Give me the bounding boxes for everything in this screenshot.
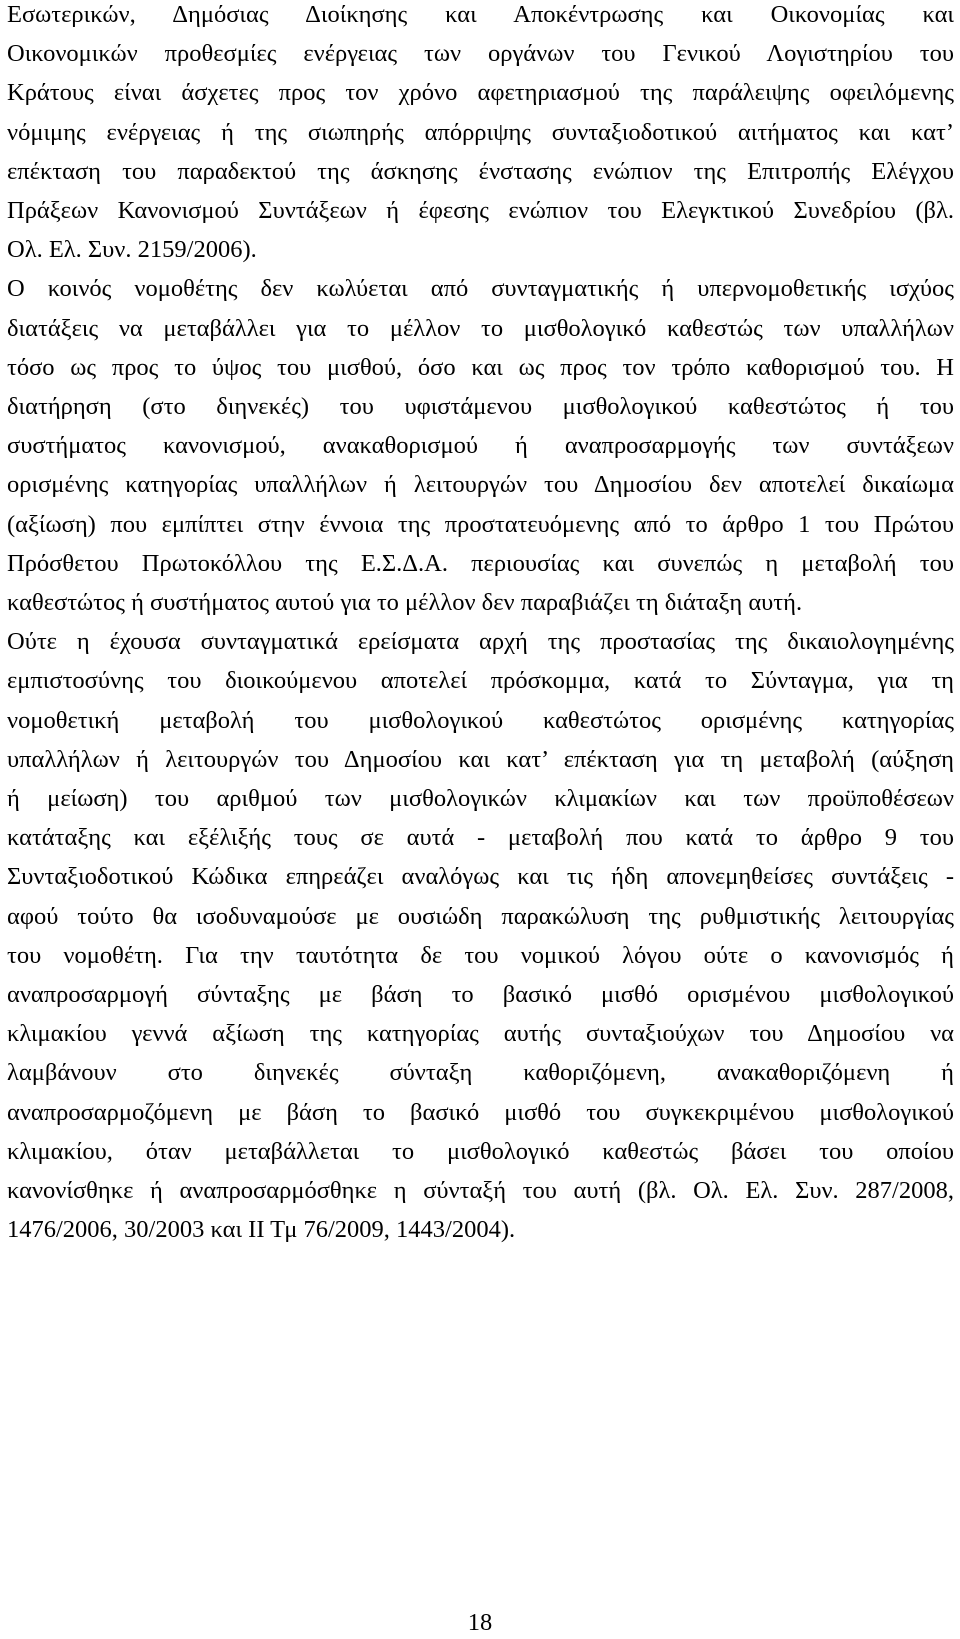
text-line: διατήρηση (στο διηνεκές) του υφιστάμενου μισθολογικού καθεστώτος ή του xyxy=(7,393,954,420)
text-line: 1476/2006, 30/2003 και ΙΙ Τμ 76/2009, 1443/2004). xyxy=(7,1216,516,1244)
text-line: νόμιμης ενέργειας ή της σιωπηρής απόρριψης συνταξιοδοτικού αιτήματος και κατ’ xyxy=(7,118,954,146)
text-line: Πράξεων Κανονισμού Συντάξεων ή έφεσης ενώπιον του Ελεγκτικού Συνεδρίου (βλ. xyxy=(7,197,954,224)
text-line: Οικονομικών προθεσμίες ενέργειας των οργάνων του Γενικού Λογιστηρίου του xyxy=(7,40,954,68)
text-line: ορισμένης κατηγορίας υπαλλήλων ή λειτουργών του Δημοσίου δεν αποτελεί δικαίωμα xyxy=(7,471,954,499)
text-line: διατάξεις να μεταβάλλει για το μέλλον το μισθολογικό καθεστώς των υπαλλήλων xyxy=(7,314,954,342)
text-line: Εσωτερικών, Δημόσιας Διοίκησης και Αποκέντρωσης και Οικονομίας και xyxy=(7,1,954,28)
text-line: κατάταξης και εξέλιξής τους σε αυτά - μεταβολή που κατά το άρθρο 9 του xyxy=(7,824,954,852)
text-line: αναπροσαρμογή σύνταξης με βάση το βασικό μισθό ορισμένου μισθολογικού xyxy=(7,981,954,1008)
text-line: αφού τούτο θα ισοδυναμούσε με ουσιώδη παρακώλυση της ρυθμιστικής λειτουργίας xyxy=(7,902,954,930)
text-line: ή μείωση) του αριθμού των μισθολογικών κλιμακίων και των προϋποθέσεων xyxy=(7,785,954,812)
text-line: εμπιστοσύνης του διοικούμενου αποτελεί πρόσκομμα, κατά το Σύνταγμα, για τη xyxy=(7,667,954,695)
text-line: Ο κοινός νομοθέτης δεν κωλύεται από συνταγματικής ή υπερνομοθετικής ισχύος xyxy=(7,275,954,303)
text-line: του νομοθέτη. Για την ταυτότητα δε του νομικού λόγου ούτε ο κανονισμός ή xyxy=(7,941,954,969)
text-line: Κράτους είναι άσχετες προς τον χρόνο αφετηριασμού της παράλειψης οφειλόμενης xyxy=(7,79,954,107)
text-line: κλιμακίου, όταν μεταβάλλεται το μισθολογικό καθεστώς βάσει του οποίου xyxy=(7,1137,954,1165)
text-line: Πρόσθετου Πρωτοκόλλου της Ε.Σ.Δ.Α. περιουσίας και συνεπώς η μεταβολή του xyxy=(7,549,954,577)
text-line: (αξίωση) που εμπίπτει στην έννοια της προστατευόμενης από το άρθρο 1 του Πρώτου xyxy=(7,510,954,538)
text-line: καθεστώτος ή συστήματος αυτού για το μέλλον δεν παραβιάζει τη διάταξη αυτή. xyxy=(7,589,803,616)
text-line: Ολ. Ελ. Συν. 2159/2006). xyxy=(7,236,257,264)
text-line: Συνταξιοδοτικού Κώδικα επηρεάζει αναλόγως και τις ήδη απονεμηθείσες συντάξεις - xyxy=(7,863,954,891)
page-number: 18 xyxy=(467,1609,493,1636)
text-line: κανονίσθηκε ή αναπροσαρμόσθηκε η σύνταξή του αυτή (βλ. Ολ. Ελ. Συν. 287/2008, xyxy=(7,1177,954,1204)
text-line: λαμβάνουν στο διηνεκές σύνταξη καθοριζόμενη, ανακαθοριζόμενη ή xyxy=(7,1059,954,1087)
text-line: αναπροσαρμοζόμενη με βάση το βασικό μισθό του συγκεκριμένου μισθολογικού xyxy=(7,1098,954,1126)
text-line: υπαλλήλων ή λειτουργών του Δημοσίου και κατ’ επέκταση για τη μεταβολή (αύξηση xyxy=(7,745,954,773)
text-line: επέκταση του παραδεκτού της άσκησης ένστασης ενώπιον της Επιτροπής Ελέγχου xyxy=(7,157,954,185)
text-line: τόσο ως προς το ύψος του μισθού, όσο και ως προς τον τρόπο καθορισμού του. Η xyxy=(7,353,954,381)
text-line: Ούτε η έχουσα συνταγματικά ερείσματα αρχή της προστασίας της δικαιολογημένης xyxy=(7,628,954,656)
text-line: συστήματος κανονισμού, ανακαθορισμού ή αναπροσαρμογής των συντάξεων xyxy=(7,432,954,460)
text-line: νομοθετική μεταβολή του μισθολογικού καθεστώτος ορισμένης κατηγορίας xyxy=(7,706,954,734)
text-line: κλιμακίου γεννά αξίωση της κατηγορίας αυτής συνταξιούχων του Δημοσίου να xyxy=(7,1020,954,1048)
